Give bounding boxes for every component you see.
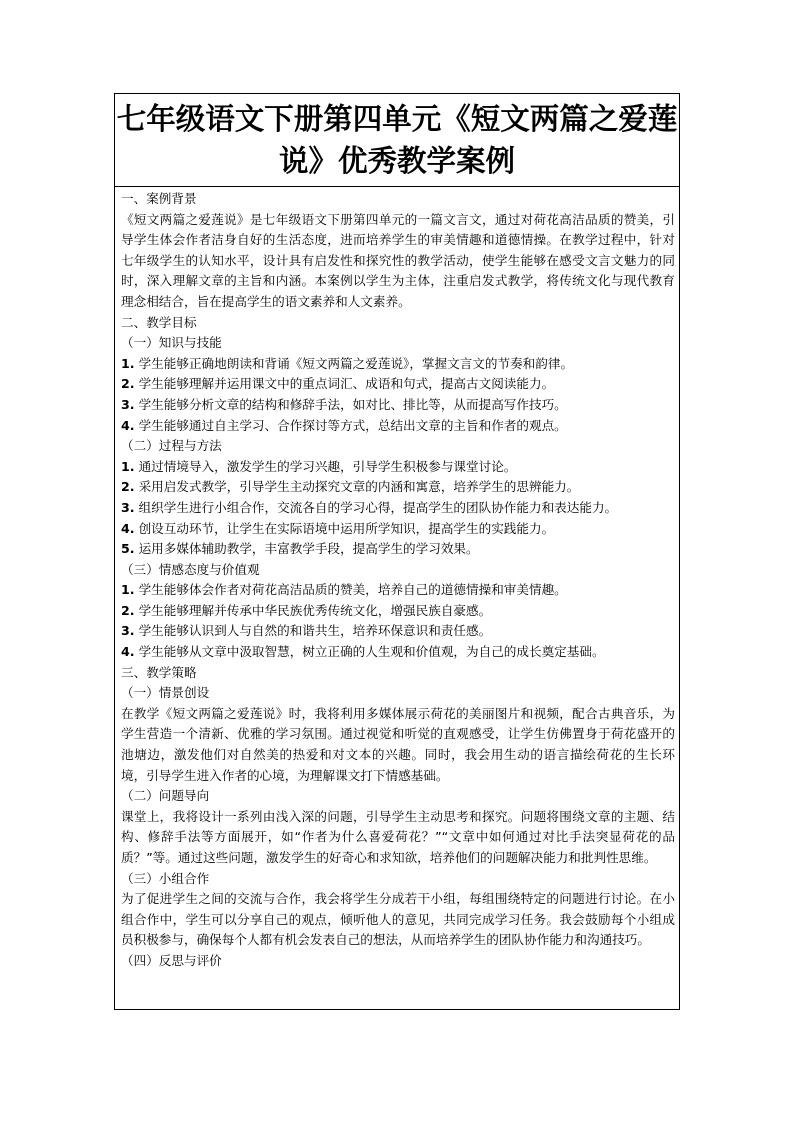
document-title: 七年级语文下册第四单元《短文两篇之爱莲说》优秀教学案例	[116, 101, 678, 178]
subsection-heading-process: （二）过程与方法	[121, 438, 222, 454]
scenario-paragraph: 在教学《短文两篇之爱莲说》时，我将利用多媒体展示荷花的美丽图片和视频，配合古典音乐，为学生营造一个清新、优雅的学习氛围。通过视觉和听觉的直观感受，让学生仿佛置身于荷花盛开的池塘边，激发他们对自然美的热爱和对文本的兴趣。同时，我会用生动的语言描绘荷花的生长环境，引导学生进入作者的心境，为理解课文打下情感基础。	[121, 705, 675, 783]
background-paragraph: 《短文两篇之爱莲说》是七年级语文下册第四单元的一篇文言文，通过对荷花高洁品质的赞美，引导学生体会作者洁身自好的生活态度，进而培养学生的审美情趣和道德情操。在教学过程中，针对七年级学生的认知水平，设计具有启发性和探究性的教学活动，使学生能够在感受文言文魅力的同时，深入理解文章的主旨和内涵。本案例以学生为主体，注重启发式教学，将传统文化与现代教育理念相结合，旨在提高学生的语文素养和人文素养。	[121, 211, 675, 309]
list-item: 3. 学生能够认识到人与自然的和谐共生，培养环保意识和责任感。	[121, 623, 492, 639]
subsection-heading-scenario: （一）情景创设	[121, 685, 210, 701]
list-item: 4. 创设互动环节，让学生在实际语境中运用所学知识，提高学生的实践能力。	[121, 520, 555, 536]
list-item: 3. 学生能够分析文章的结构和修辞手法，如对比、排比等，从而提高写作技巧。	[121, 396, 567, 412]
subsection-heading-questions: （二）问题导向	[121, 788, 210, 804]
group-paragraph: 为了促进学生之间的交流与合作，我会将学生分成若干小组，每组围绕特定的问题进行讨论。在小组合作中，学生可以分享自己的观点，倾听他人的意见，共同完成学习任务。我会鼓励每个小组成员积极参与，确保每个人都有机会发表自己的想法，从而培养学生的团队协作能力和沟通技巧。	[121, 891, 675, 948]
subsection-heading-reflection: （四）反思与评价	[121, 952, 222, 968]
section-heading-strategy: 三、教学策略	[121, 664, 197, 680]
questions-paragraph: 课堂上，我将设计一系列由浅入深的问题，引导学生主动思考和探究。问题将围绕文章的主题、结构、修辞手法等方面展开，如“作者为什么喜爱荷花？”“文章中如何通过对比手法突显荷花的品质？”等。通过这些问题，激发学生的好奇心和求知欲，培养他们的问题解决能力和批判性思维。	[121, 808, 675, 865]
list-item: 2. 学生能够理解并传承中华民族优秀传统文化，增强民族自豪感。	[121, 602, 492, 618]
list-item: 3. 组织学生进行小组合作，交流各自的学习心得，提高学生的团队协作能力和表达能力。	[121, 499, 618, 515]
subsection-heading-group: （三）小组合作	[121, 870, 210, 886]
list-item: 1. 通过情境导入，激发学生的学习兴趣，引导学生积极参与课堂讨论。	[121, 458, 517, 474]
document-frame	[114, 93, 680, 1010]
subsection-heading-knowledge: （一）知识与技能	[121, 335, 222, 351]
list-item: 2. 学生能够理解并运用课文中的重点词汇、成语和句式，提高古文阅读能力。	[121, 376, 555, 392]
list-item: 5. 运用多媒体辅助教学，丰富教学手段，提高学生的学习效果。	[121, 541, 479, 557]
section-heading-goals: 二、教学目标	[121, 314, 197, 330]
list-item: 4. 学生能够从文章中汲取智慧，树立正确的人生观和价值观，为自己的成长奠定基础。	[121, 644, 605, 660]
section-heading-background: 一、案例背景	[121, 191, 197, 206]
subsection-heading-emotion: （三）情感态度与价值观	[121, 561, 260, 577]
list-item: 1. 学生能够正确地朗读和背诵《短文两篇之爱莲说》，掌握文言文的节奏和韵律。	[121, 355, 574, 371]
document-body	[115, 187, 679, 972]
list-item: 4. 学生能够通过自主学习、合作探讨等方式，总结出文章的主旨和作者的观点。	[121, 417, 567, 433]
list-item: 2. 采用启发式教学，引导学生主动探究文章的内涵和寓意，培养学生的思辨能力。	[121, 479, 580, 495]
list-item: 1. 学生能够体会作者对荷花高洁品质的赞美，培养自己的道德情操和审美情趣。	[121, 582, 567, 598]
